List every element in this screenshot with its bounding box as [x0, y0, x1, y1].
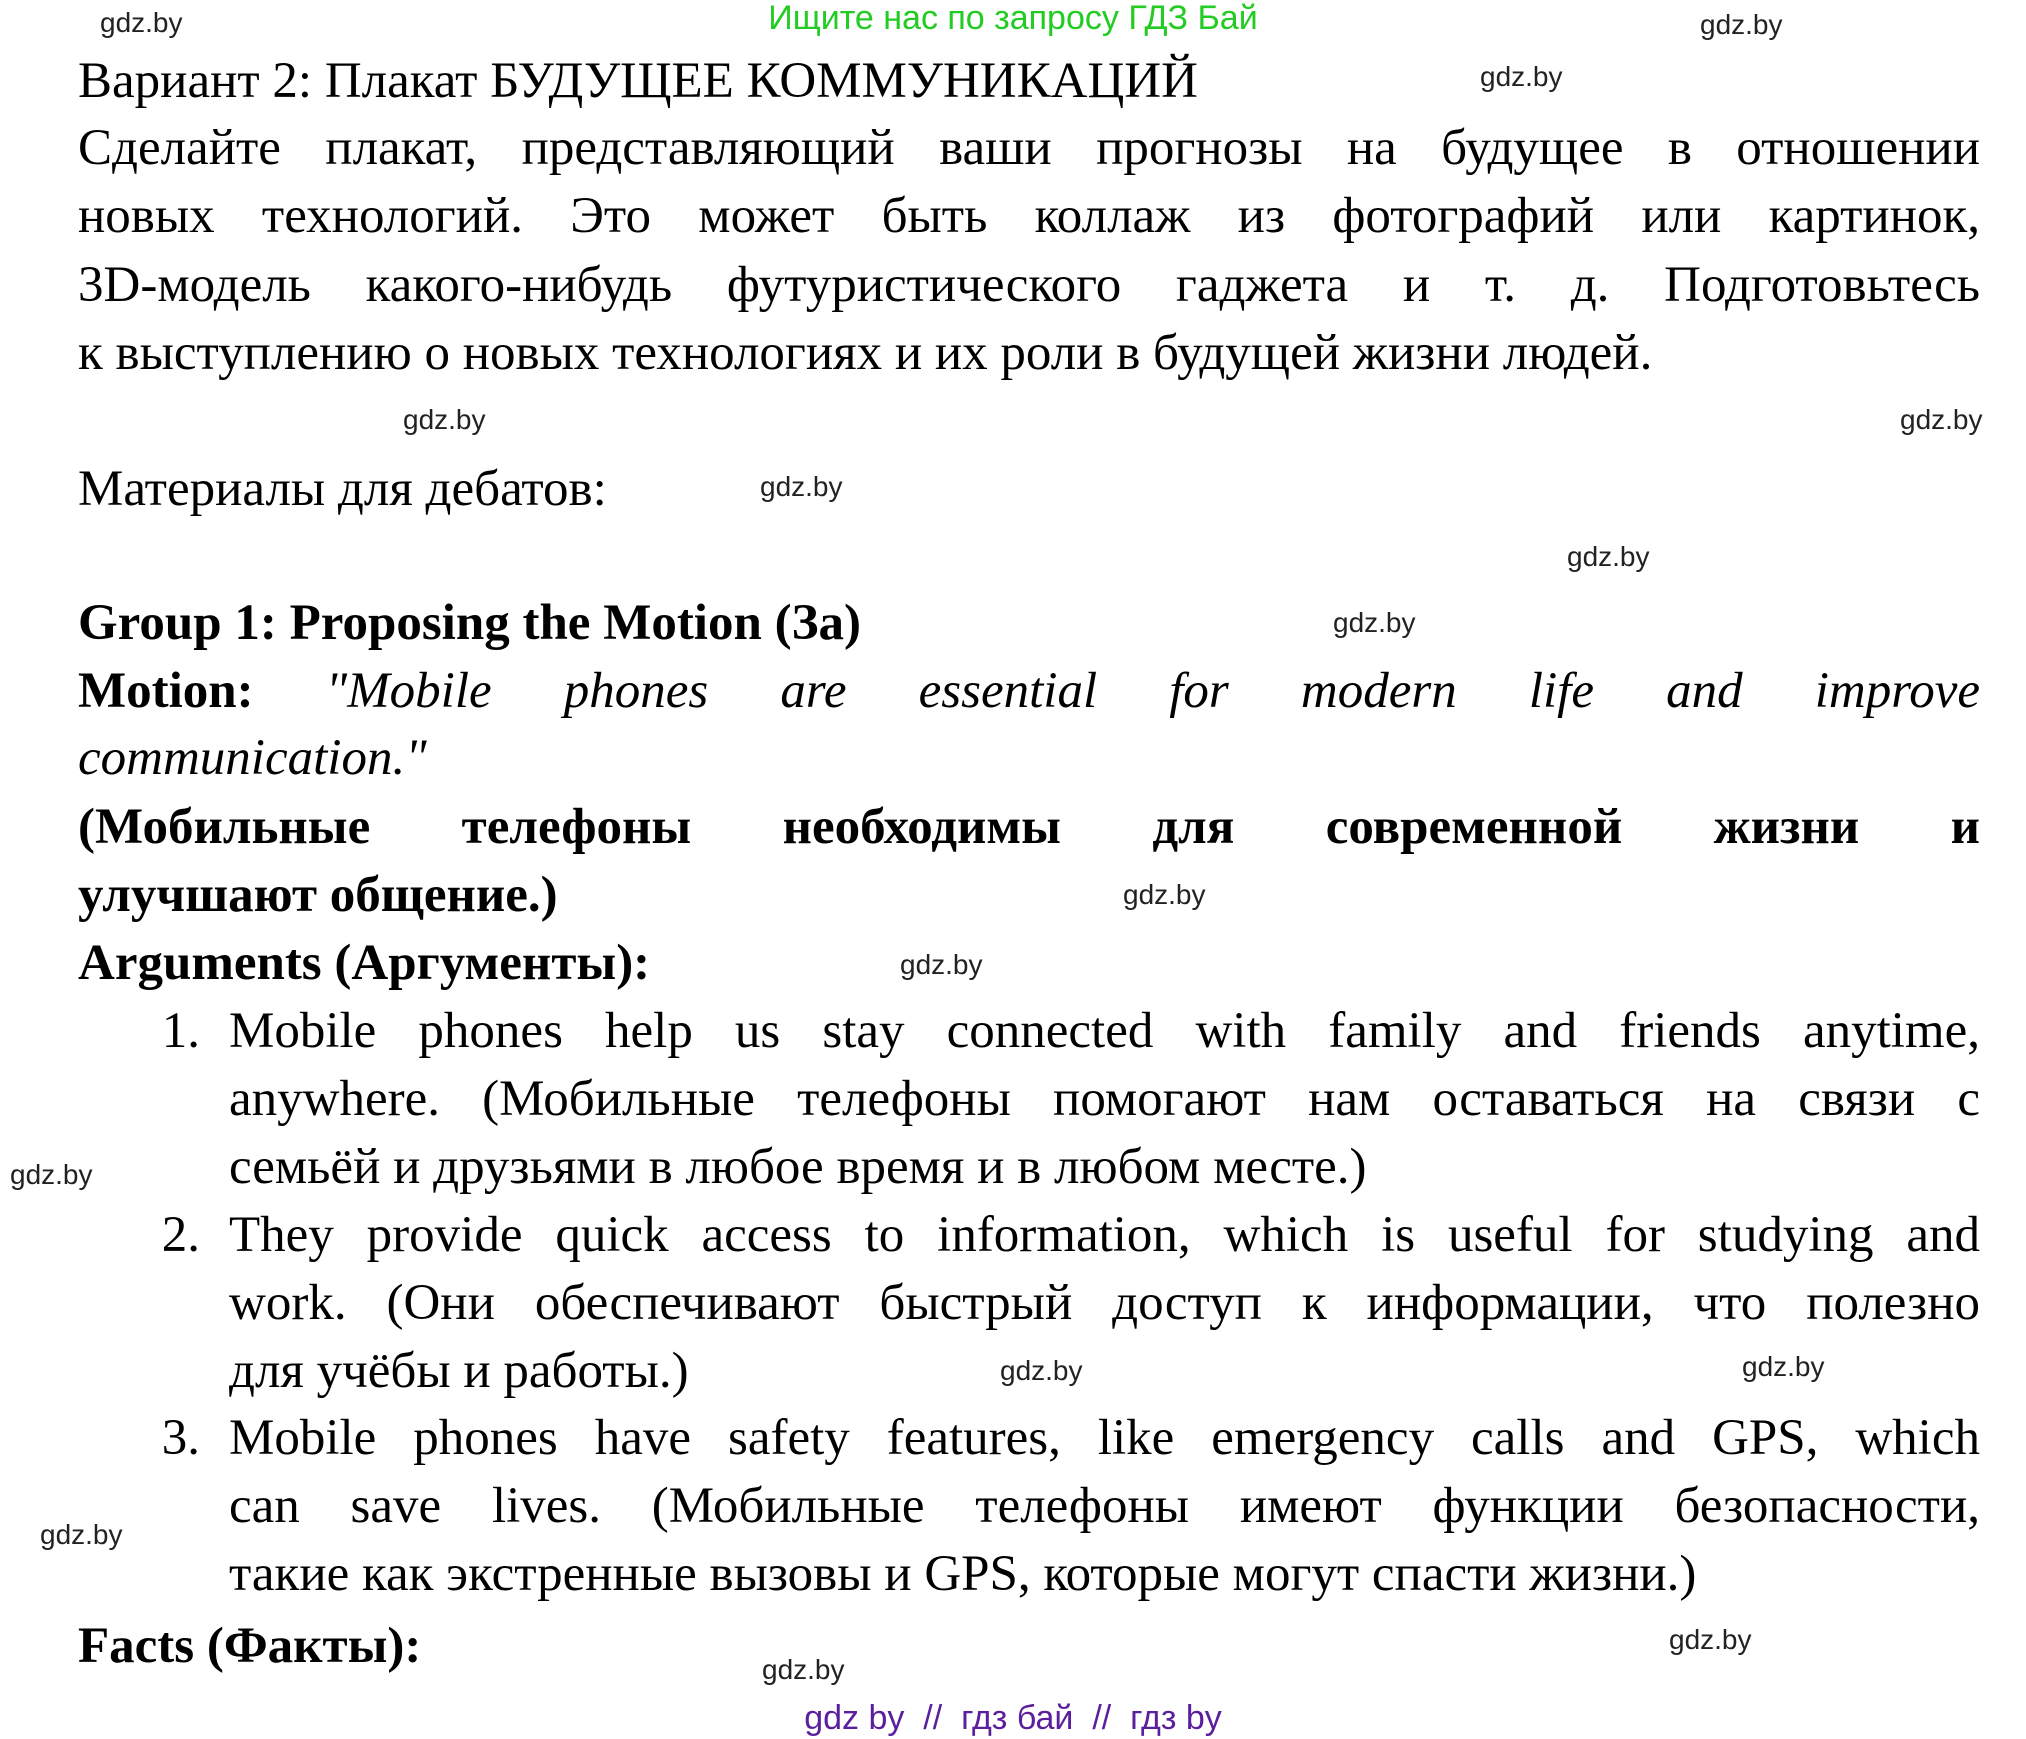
task-line: к выступлению о новых технологиях и их роли в будущей жизни людей.	[78, 325, 1653, 381]
motion-text-cont: communication."	[78, 730, 427, 786]
watermark: gdz.by	[1123, 879, 1206, 910]
task-line: 3D-модель какого-нибудь футуристического гаджета и т. д. Подготовьтесь	[78, 257, 1980, 313]
motion-translation: (Мобильные телефоны необходимы для современной жизни и	[78, 799, 1980, 855]
argument-line: такие как экстренные вызовы и GPS, которые могут спасти жизни.)	[229, 1546, 1697, 1602]
task-line: новых технологий. Это может быть коллаж из фотографий или картинок,	[78, 188, 1980, 244]
argument-line: can save lives. (Мобильные телефоны имеют функции безопасности,	[229, 1478, 1980, 1534]
watermark: gdz.by	[403, 404, 486, 435]
argument-line: They provide quick access to information, which is useful for studying and	[229, 1207, 1980, 1263]
motion-label: Motion:	[78, 663, 254, 719]
group-heading: Group 1: Proposing the Motion (За)	[78, 595, 861, 651]
argument-line: Mobile phones have safety features, like emergency calls and GPS, which	[229, 1410, 1980, 1466]
watermark: gdz.by	[10, 1159, 93, 1190]
watermark: gdz.by	[1000, 1355, 1083, 1386]
facts-heading: Facts (Факты):	[78, 1618, 422, 1674]
argument-line: anywhere. (Мобильные телефоны помогают нам оставаться на связи с	[229, 1071, 1980, 1127]
arguments-heading: Arguments (Аргументы):	[78, 935, 651, 991]
watermark: gdz.by	[100, 7, 183, 38]
watermark: gdz.by	[40, 1519, 123, 1550]
watermark: gdz.by	[1669, 1624, 1752, 1655]
task-line: Сделайте плакат, представляющий ваши прогнозы на будущее в отношении	[78, 120, 1980, 176]
argument-line: Mobile phones help us stay connected with family and friends anytime,	[229, 1003, 1980, 1059]
watermark: gdz.by	[760, 471, 843, 502]
footer-links: gdz by // гдз бай // гдз by	[804, 1699, 1222, 1737]
argument-number: 3.	[161, 1410, 200, 1466]
watermark: gdz.by	[900, 949, 983, 980]
argument-line: семьёй и друзьями в любое время и в любом месте.)	[229, 1139, 1367, 1195]
motion-translation-cont: улучшают общение.)	[78, 867, 558, 923]
watermark: gdz.by	[1333, 607, 1416, 638]
watermark: gdz.by	[1480, 61, 1563, 92]
search-banner: Ищите нас по запросу ГДЗ Бай	[768, 0, 1258, 37]
argument-number: 2.	[161, 1207, 200, 1263]
watermark: gdz.by	[1567, 541, 1650, 572]
motion-line	[78, 657, 1980, 725]
argument-line: для учёбы и работы.)	[229, 1343, 689, 1399]
watermark: gdz.by	[762, 1654, 845, 1685]
argument-number: 1.	[161, 1003, 200, 1059]
argument-line: work. (Они обеспечивают быстрый доступ к информации, что полезно	[229, 1275, 1980, 1331]
watermark: gdz.by	[1742, 1351, 1825, 1382]
materials-label: Материалы для дебатов:	[78, 461, 607, 517]
page-title: Вариант 2: Плакат БУДУЩЕЕ КОММУНИКАЦИЙ	[78, 53, 1198, 109]
watermark: gdz.by	[1900, 404, 1983, 435]
watermark: gdz.by	[1700, 9, 1783, 40]
motion-text: "Mobile phones are essential for modern life and improve	[325, 663, 1980, 719]
